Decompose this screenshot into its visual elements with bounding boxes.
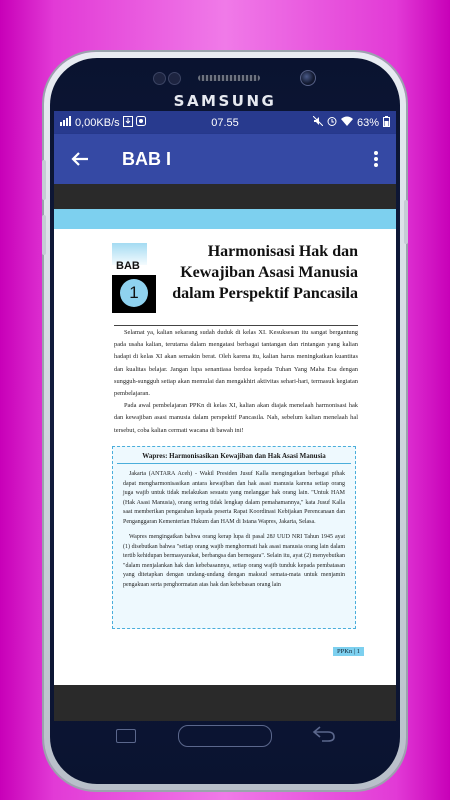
battery-icon bbox=[383, 116, 390, 130]
chapter-title bbox=[160, 241, 358, 304]
chapter-label: BAB bbox=[116, 260, 140, 272]
news-box-heading: Wapres: Harmonisasikan Kewajiban dan Hak Asasi Manusia bbox=[117, 452, 351, 464]
app-bar bbox=[54, 134, 396, 184]
intro-paragraph: Selamat ya, kalian sekarang sudah duduk di kelas XI. Kesuksesan itu sangat bergantung pada usaha kalian, terutama dalam mengatasi berbagai tantangan dan rintangan yang kalian hadapi di kelas XI akan semakin berat. Oleh karena itu, kalian harus meningkatkan kuantitas dan kualitas belajar. Jangan lupa senantiasa berdoa kepada Tuhan Yang Maha Esa dengan sungguh-sungguh setiap akan memulai dan mengakhiri aktivitas sehari-hari, termasuk kegiatan pembelajaran. bbox=[114, 329, 358, 398]
earpiece-speaker bbox=[198, 75, 260, 81]
news-paragraph: Jakarta (ANTARA Aceh) - Wakil Presiden Jusuf Kalla mengingatkan berbagai pihak dapat mengharmonisasikan antara kewajiban dan hak asasi manusia karena setiap orang juga wajib untuk tidak melakukan sesuatu yang melanggar hak orang lain. "Untuk HAM (Hak Asasi Manusia), orang sering tidak lengkap dalam pemahamannya," kata Jusuf Kalla saat memberikan pengarahan kepada peserta Rapat Koordinasi Kebijakan Perencanaan dan Penganggaran Kementerian Hukum dan HAM di Istana Wapres, Jakarta, Selasa. bbox=[123, 471, 345, 525]
download-icon bbox=[123, 116, 133, 130]
status-time: 07.55 bbox=[211, 116, 239, 129]
recent-apps-key[interactable] bbox=[116, 729, 136, 743]
battery-percent: 63% bbox=[356, 116, 379, 129]
chapter-title-line: Harmonisasi Hak dan bbox=[207, 243, 358, 260]
volume-button-2 bbox=[42, 215, 46, 255]
mute-icon bbox=[313, 116, 323, 129]
proximity-sensor bbox=[153, 72, 166, 85]
back-key-icon[interactable] bbox=[312, 725, 336, 743]
power-button bbox=[404, 200, 408, 244]
screen bbox=[54, 111, 396, 721]
signal-icon bbox=[60, 116, 72, 129]
wifi-icon bbox=[341, 116, 353, 129]
light-sensor bbox=[168, 72, 181, 85]
title-divider bbox=[114, 325, 358, 326]
document-page[interactable] bbox=[54, 209, 396, 685]
alarm-icon bbox=[327, 116, 337, 129]
page-number: PPKn | 1 bbox=[333, 647, 364, 656]
overflow-menu-button[interactable] bbox=[356, 134, 396, 184]
page-title: BAB I bbox=[122, 148, 171, 169]
page-header-band bbox=[54, 209, 396, 229]
intro-text bbox=[114, 327, 358, 437]
front-camera bbox=[300, 70, 316, 86]
network-speed: 0,00KB/s bbox=[75, 116, 120, 129]
chapter-title-line: Kewajiban Asasi Manusia bbox=[180, 264, 358, 281]
chapter-title-line: dalam Perspektif Pancasila bbox=[172, 285, 358, 302]
device-brand: SAMSUNG bbox=[173, 92, 277, 110]
news-box-text bbox=[113, 464, 355, 590]
news-paragraph: Wapres mengingatkan bahwa orang kerap lupa di pasal 28J UUD NRI Tahun 1945 ayat (1) disebutkan bahwa "setiap orang wajib menghormati hak asasi manusia orang lain dalam tertib kehidupan bermasyarakat, berbangsa dan bernegara". Selain itu, ayat (2) menyebutkan "dalam menjalankan hak dan kebebasannya, setiap orang wajib tunduk kepada pembatasan yang ditetapkan dengan undang-undang dengan maksud semata-mata untuk menjamin pengakuan serta penghormatan atas hak dan kebebasan orang lain bbox=[123, 534, 345, 588]
home-key[interactable] bbox=[178, 725, 272, 747]
chapter-badge bbox=[112, 275, 156, 313]
notification-icon bbox=[136, 116, 146, 129]
viewer-margin-bottom bbox=[54, 685, 396, 721]
status-bar bbox=[54, 111, 396, 134]
hardware-nav-keys bbox=[54, 721, 396, 751]
back-button[interactable] bbox=[54, 134, 106, 184]
intro-paragraph: Pada awal pembelajaran PPKn di kelas XI, kalian akan diajak menelaah harmonisasi hak dan kewajiban asasi manusia dalam perspektif Pancasila. Nah, sebelum kalian menelaah hal tersebut, coba kalian cermati wacana di bawah ini! bbox=[114, 402, 358, 434]
arrow-left-icon bbox=[71, 151, 89, 167]
news-box bbox=[112, 446, 356, 629]
viewer-margin-top bbox=[54, 184, 396, 209]
more-vert-icon bbox=[373, 150, 379, 168]
chapter-number: 1 bbox=[120, 279, 148, 307]
volume-button bbox=[42, 160, 46, 200]
